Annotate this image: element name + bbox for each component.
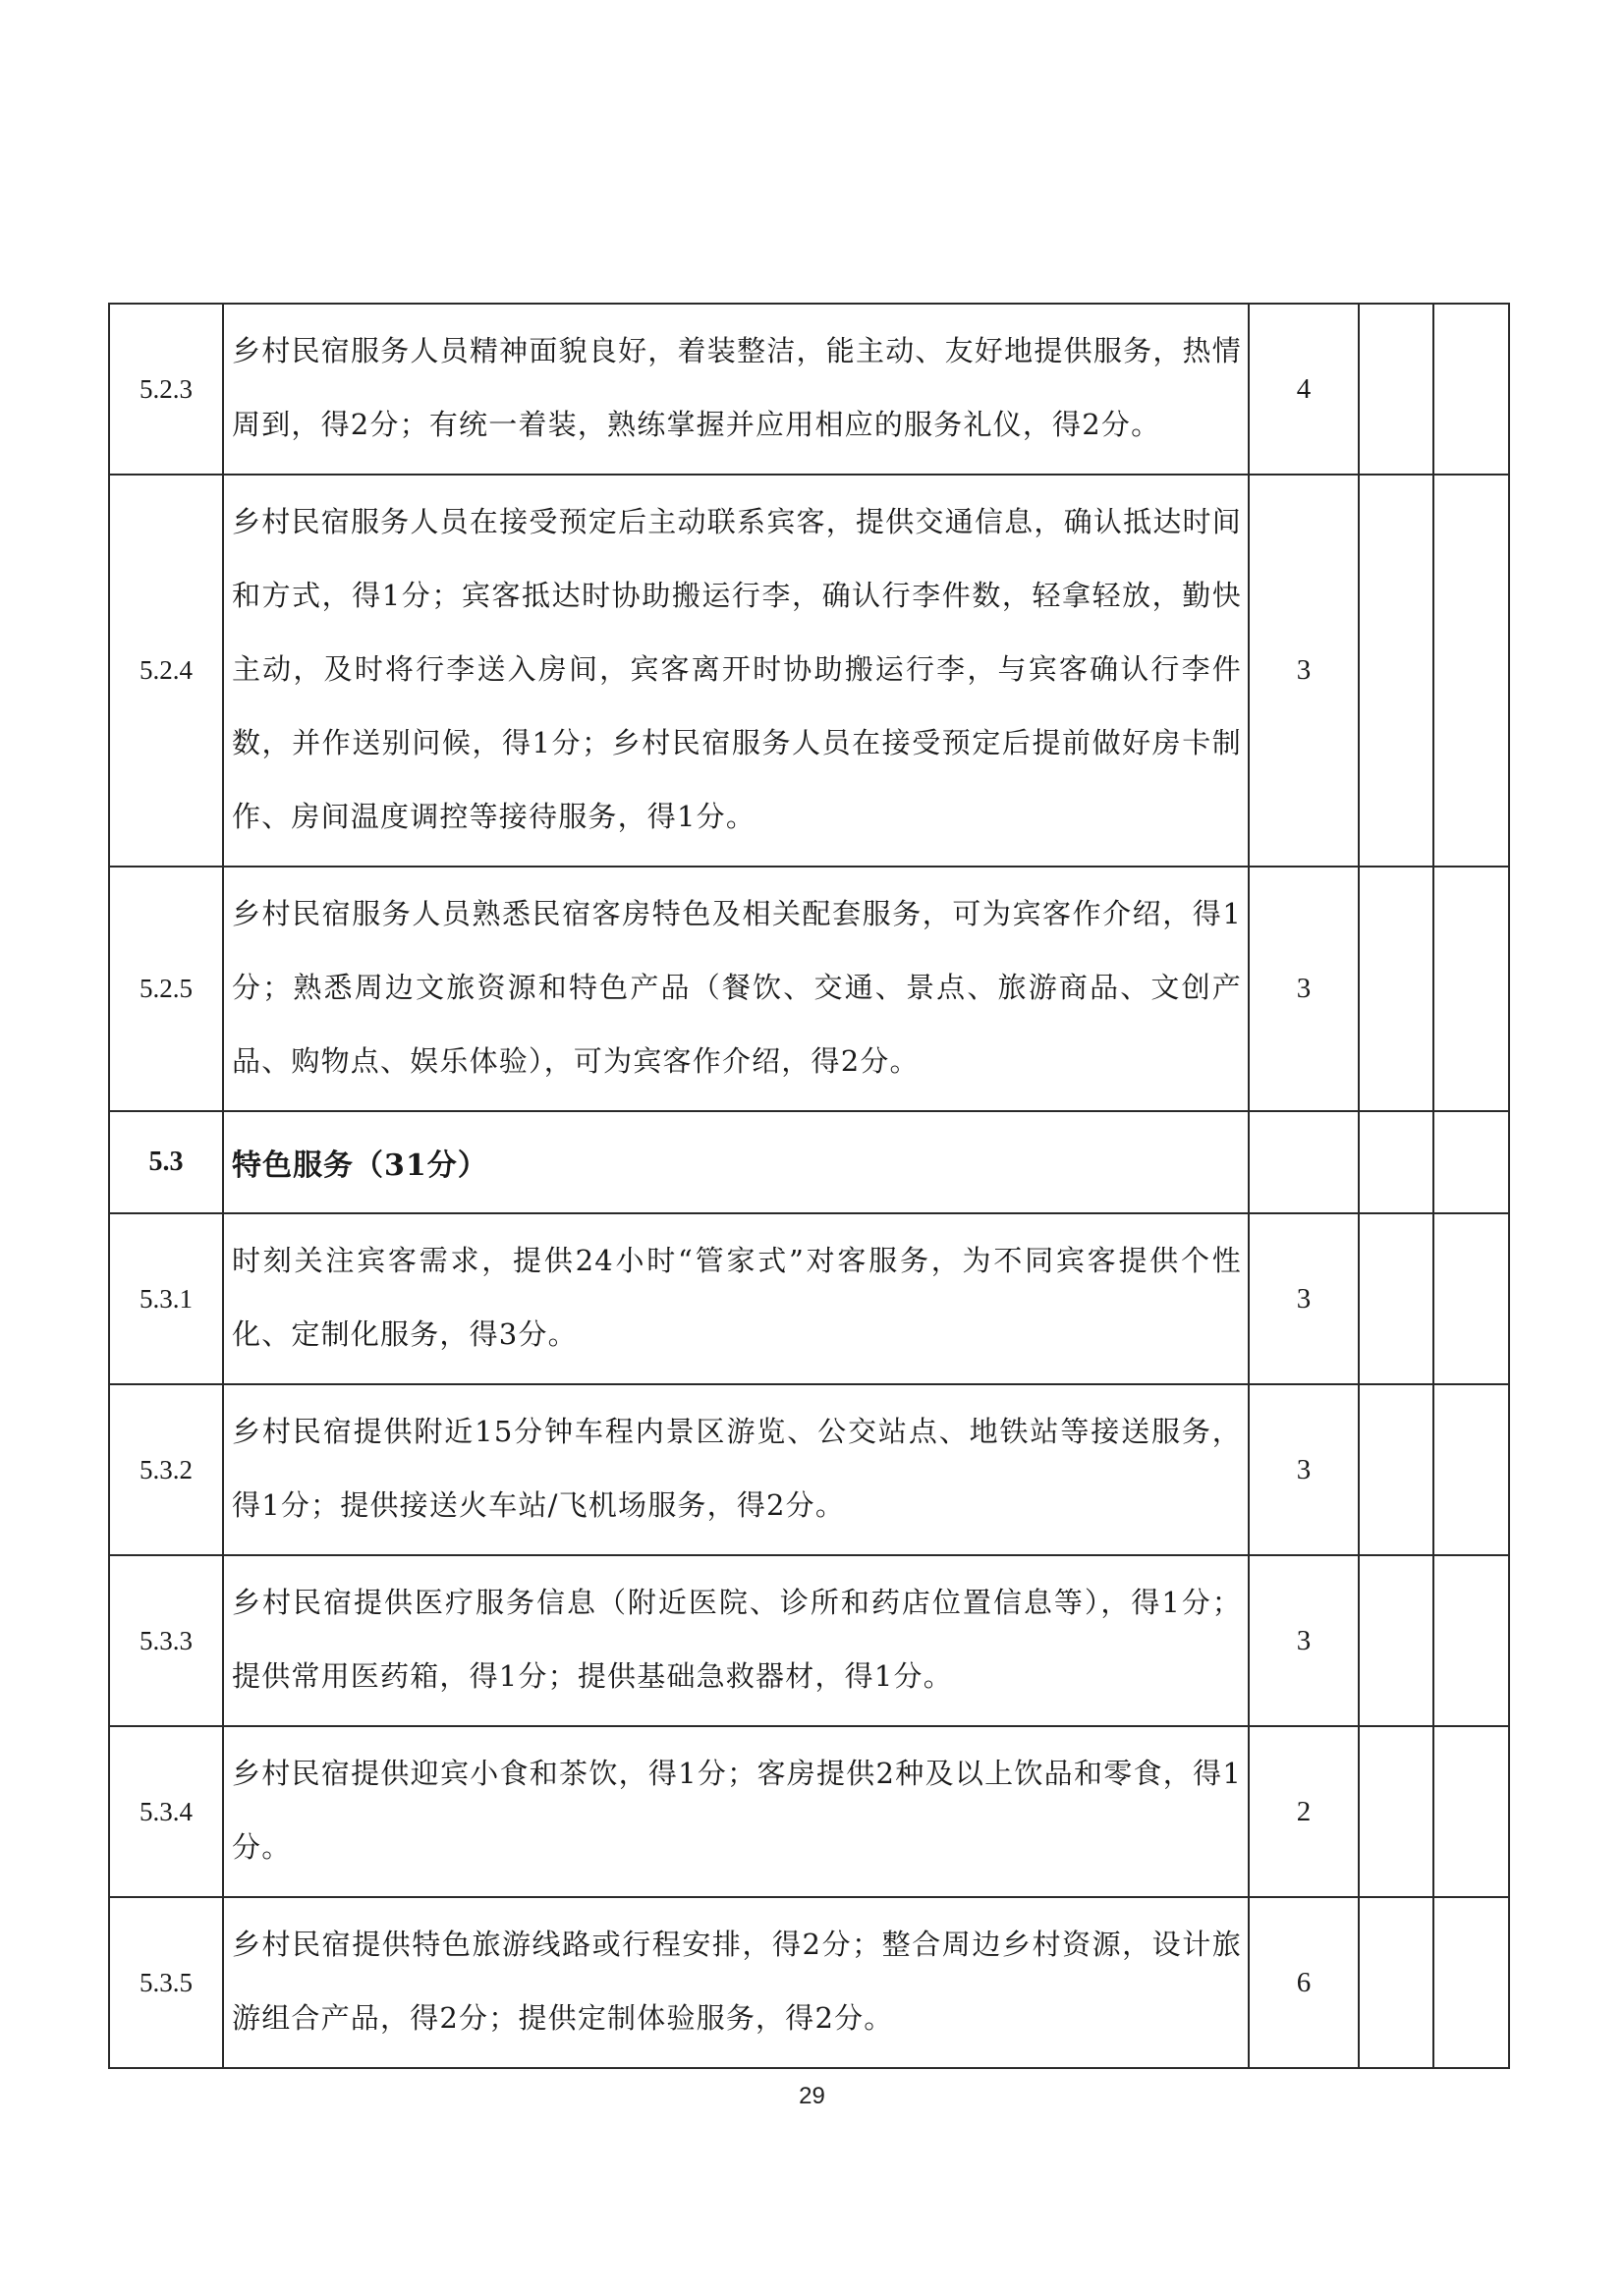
blank-cell bbox=[1359, 1897, 1433, 2068]
blank-cell bbox=[1433, 1726, 1509, 1897]
blank-cell bbox=[1359, 1384, 1433, 1555]
item-score: 2 bbox=[1249, 1726, 1359, 1897]
section-header-row bbox=[109, 1111, 1509, 1213]
item-criteria: 乡村民宿服务人员精神面貌良好，着装整洁，能主动、友好地提供服务，热情周到，得2分；有统一着装，熟练掌握并应用相应的服务礼仪，得2分。 bbox=[223, 304, 1249, 475]
blank-cell bbox=[1359, 1213, 1433, 1384]
table-row bbox=[109, 1384, 1509, 1555]
item-score: 3 bbox=[1249, 867, 1359, 1111]
item-id: 5.2.3 bbox=[109, 304, 223, 475]
blank-cell bbox=[1433, 1384, 1509, 1555]
item-score: 3 bbox=[1249, 1213, 1359, 1384]
item-criteria: 乡村民宿服务人员熟悉民宿客房特色及相关配套服务，可为宾客作介绍，得1分；熟悉周边文旅资源和特色产品（餐饮、交通、景点、旅游商品、文创产品、购物点、娱乐体验），可为宾客作介绍，得2分。 bbox=[223, 867, 1249, 1111]
item-id: 5.2.4 bbox=[109, 475, 223, 867]
page-number: 29 bbox=[799, 2083, 825, 2109]
item-criteria: 乡村民宿提供附近15分钟车程内景区游览、公交站点、地铁站等接送服务，得1分；提供接送火车站/飞机场服务，得2分。 bbox=[223, 1384, 1249, 1555]
table-row bbox=[109, 1897, 1509, 2068]
item-id: 5.3.5 bbox=[109, 1897, 223, 2068]
section-title: 特色服务（31分） bbox=[223, 1111, 1249, 1213]
item-criteria: 乡村民宿提供特色旅游线路或行程安排，得2分；整合周边乡村资源，设计旅游组合产品，得2分；提供定制体验服务，得2分。 bbox=[223, 1897, 1249, 2068]
item-id: 5.3.1 bbox=[109, 1213, 223, 1384]
item-id: 5.3.3 bbox=[109, 1555, 223, 1726]
table-row bbox=[109, 867, 1509, 1111]
item-score: 4 bbox=[1249, 304, 1359, 475]
table-row bbox=[109, 1726, 1509, 1897]
blank-cell bbox=[1359, 1726, 1433, 1897]
blank-cell bbox=[1433, 1111, 1509, 1213]
blank-cell bbox=[1359, 867, 1433, 1111]
blank-cell bbox=[1433, 304, 1509, 475]
item-criteria: 乡村民宿服务人员在接受预定后主动联系宾客，提供交通信息，确认抵达时间和方式，得1分；宾客抵达时协助搬运行李，确认行李件数，轻拿轻放，勤快主动，及时将行李送入房间，宾客离开时协助搬运行李，与宾客确认行李件数，并作送别问候，得1分；乡村民宿服务人员在接受预定后提前做好房卡制作、房间温度调控等接待服务，得1分。 bbox=[223, 475, 1249, 867]
table-row bbox=[109, 304, 1509, 475]
item-id: 5.2.5 bbox=[109, 867, 223, 1111]
blank-cell bbox=[1433, 867, 1509, 1111]
blank-cell bbox=[1249, 1111, 1359, 1213]
table-row bbox=[109, 475, 1509, 867]
blank-cell bbox=[1359, 1555, 1433, 1726]
item-criteria: 时刻关注宾客需求，提供24小时“管家式”对客服务，为不同宾客提供个性化、定制化服务，得3分。 bbox=[223, 1213, 1249, 1384]
blank-cell bbox=[1433, 475, 1509, 867]
item-score: 3 bbox=[1249, 1555, 1359, 1726]
item-id: 5.3.4 bbox=[109, 1726, 223, 1897]
item-criteria: 乡村民宿提供迎宾小食和茶饮，得1分；客房提供2种及以上饮品和零食，得1分。 bbox=[223, 1726, 1249, 1897]
item-id: 5.3.2 bbox=[109, 1384, 223, 1555]
item-score: 3 bbox=[1249, 475, 1359, 867]
item-score: 3 bbox=[1249, 1384, 1359, 1555]
blank-cell bbox=[1359, 475, 1433, 867]
blank-cell bbox=[1433, 1555, 1509, 1726]
table-row bbox=[109, 1213, 1509, 1384]
item-criteria: 乡村民宿提供医疗服务信息（附近医院、诊所和药店位置信息等），得1分；提供常用医药箱，得1分；提供基础急救器材，得1分。 bbox=[223, 1555, 1249, 1726]
item-score: 6 bbox=[1249, 1897, 1359, 2068]
blank-cell bbox=[1433, 1213, 1509, 1384]
blank-cell bbox=[1359, 304, 1433, 475]
table-row bbox=[109, 1555, 1509, 1726]
scoring-table bbox=[108, 303, 1510, 2069]
blank-cell bbox=[1359, 1111, 1433, 1213]
section-id: 5.3 bbox=[109, 1111, 223, 1213]
blank-cell bbox=[1433, 1897, 1509, 2068]
